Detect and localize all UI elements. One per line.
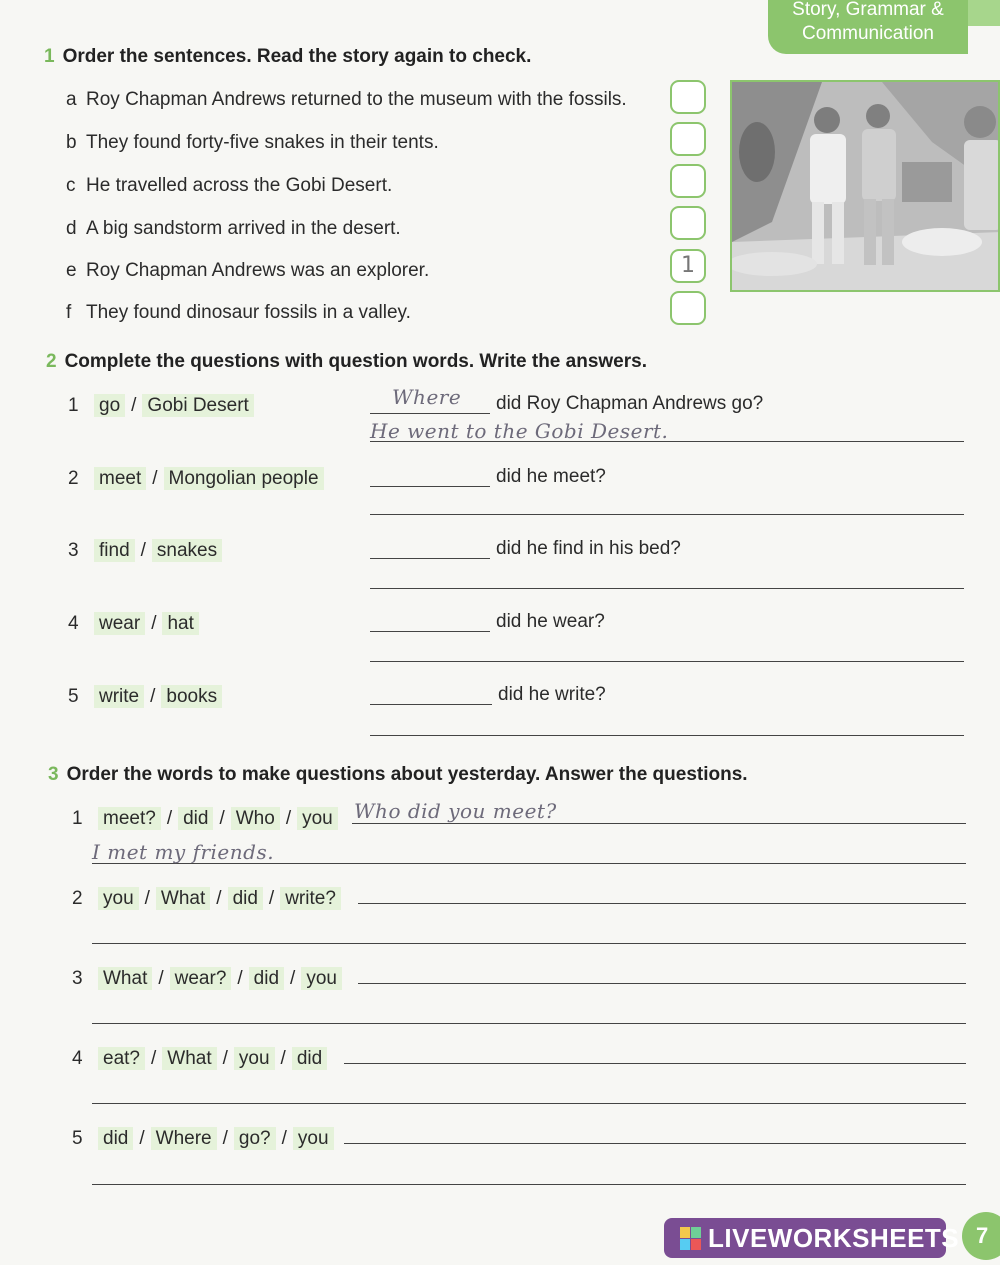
sentence-text: They found dinosaur fossils in a valley. bbox=[86, 302, 411, 323]
sentence-c bbox=[66, 175, 392, 197]
ex3-prompt-5 bbox=[72, 1128, 334, 1150]
separator: / bbox=[139, 1128, 145, 1149]
item-number: 4 bbox=[68, 613, 79, 634]
prompt-noun: Mongolian people bbox=[164, 467, 324, 490]
question-line-3[interactable] bbox=[358, 982, 966, 984]
word-chip: you bbox=[234, 1047, 275, 1070]
separator: / bbox=[150, 686, 156, 707]
word-chip: wear? bbox=[170, 967, 232, 990]
exercise-instruction: Order the words to make questions about yesterday. Answer the questions. bbox=[66, 764, 748, 785]
word-chip: What bbox=[162, 1047, 216, 1070]
ex3-prompt-1 bbox=[72, 808, 338, 830]
sentence-letter: c bbox=[66, 175, 76, 196]
sentence-text: He travelled across the Gobi Desert. bbox=[86, 175, 393, 196]
order-box-d[interactable] bbox=[670, 206, 706, 240]
answer-line-ex3-5[interactable] bbox=[92, 1183, 966, 1185]
item-number: 2 bbox=[68, 468, 79, 489]
order-box-f[interactable] bbox=[670, 291, 706, 325]
order-box-e[interactable]: 1 bbox=[670, 249, 706, 283]
word-chip: eat? bbox=[98, 1047, 145, 1070]
word-chip: Who bbox=[231, 807, 280, 830]
item-number: 1 bbox=[72, 808, 83, 829]
question-word-blank-2[interactable] bbox=[370, 462, 490, 487]
word-chip: did bbox=[178, 807, 213, 830]
order-box-c[interactable] bbox=[670, 164, 706, 198]
separator: / bbox=[166, 808, 173, 829]
answer-line-4[interactable] bbox=[370, 660, 964, 662]
separator: / bbox=[219, 808, 225, 829]
sentence-text: Roy Chapman Andrews was an explorer. bbox=[86, 260, 430, 281]
sentence-text: A big sandstorm arrived in the desert. bbox=[86, 218, 401, 239]
item-number: 1 bbox=[68, 395, 79, 416]
item-number: 3 bbox=[68, 540, 79, 561]
question-word-blank-1[interactable] bbox=[370, 385, 490, 414]
exercise-3-title bbox=[48, 764, 748, 786]
word-chip: you bbox=[301, 967, 342, 990]
exercise-1-title bbox=[44, 46, 531, 68]
sentence-e bbox=[66, 260, 429, 282]
word-chip: Where bbox=[151, 1127, 217, 1150]
word-chip: did bbox=[249, 967, 284, 990]
handwritten-answer-1: He went to the Gobi Desert. bbox=[370, 419, 669, 443]
liveworksheets-logo-icon bbox=[678, 1226, 714, 1252]
question-word-blank-5[interactable] bbox=[370, 680, 492, 705]
handwritten-question-word: Where bbox=[392, 385, 462, 409]
word-chip: meet? bbox=[98, 807, 161, 830]
sentence-a bbox=[66, 89, 627, 111]
liveworksheets-banner[interactable]: LIVEWORKSHEETS bbox=[664, 1218, 946, 1258]
separator: / bbox=[216, 888, 222, 909]
word-chip: you bbox=[297, 807, 338, 830]
prompt-noun: hat bbox=[162, 612, 198, 635]
separator: / bbox=[281, 1128, 287, 1149]
separator: / bbox=[150, 1048, 157, 1069]
sentence-letter: f bbox=[66, 302, 72, 323]
prompt-verb: go bbox=[94, 394, 125, 417]
question-text-4: did he wear? bbox=[496, 611, 605, 632]
ex2-prompt-4 bbox=[68, 613, 199, 635]
separator: / bbox=[158, 968, 164, 989]
answer-line-ex3-2[interactable] bbox=[92, 942, 966, 944]
word-chip: did bbox=[292, 1047, 327, 1070]
separator: / bbox=[152, 468, 158, 489]
word-chip: you bbox=[98, 887, 139, 910]
page-number: 7 bbox=[962, 1212, 1000, 1260]
exercise-2-title bbox=[46, 351, 647, 373]
prompt-noun: Gobi Desert bbox=[142, 394, 253, 417]
question-line-2[interactable] bbox=[358, 902, 966, 904]
sentence-d bbox=[66, 218, 401, 240]
answer-line-3[interactable] bbox=[370, 587, 964, 589]
separator: / bbox=[222, 1048, 228, 1069]
ex2-prompt-5 bbox=[68, 686, 222, 708]
item-number: 5 bbox=[68, 686, 79, 707]
prompt-noun: books bbox=[161, 685, 222, 708]
answer-line-ex3-3[interactable] bbox=[92, 1022, 966, 1024]
question-text-2: did he meet? bbox=[496, 466, 606, 487]
prompt-noun: snakes bbox=[152, 539, 222, 562]
prompt-verb: wear bbox=[94, 612, 145, 635]
separator: / bbox=[144, 888, 150, 909]
order-box-a[interactable] bbox=[670, 80, 706, 114]
separator: / bbox=[237, 968, 243, 989]
exercise-instruction: Complete the questions with question words. Write the answers. bbox=[64, 351, 647, 372]
sentence-text: Roy Chapman Andrews returned to the museum with the fossils. bbox=[86, 89, 627, 110]
prompt-verb: find bbox=[94, 539, 135, 562]
question-line-5[interactable] bbox=[344, 1142, 966, 1144]
ex3-prompt-4 bbox=[72, 1048, 327, 1070]
separator: / bbox=[280, 1048, 286, 1069]
exercise-number: 3 bbox=[48, 764, 59, 785]
explorers-tent-image bbox=[732, 82, 1000, 292]
section-tab bbox=[768, 0, 968, 54]
word-chip: did bbox=[98, 1127, 133, 1150]
word-chip: did bbox=[228, 887, 263, 910]
item-number: 5 bbox=[72, 1128, 83, 1149]
story-illustration bbox=[730, 80, 1000, 292]
separator: / bbox=[268, 888, 275, 909]
sentence-letter: b bbox=[66, 132, 77, 153]
separator: / bbox=[285, 808, 292, 829]
question-line-4[interactable] bbox=[344, 1062, 966, 1064]
sentence-b bbox=[66, 132, 439, 154]
sentence-letter: e bbox=[66, 260, 77, 281]
exercise-number: 2 bbox=[46, 351, 57, 372]
prompt-verb: write bbox=[94, 685, 144, 708]
word-chip: go? bbox=[234, 1127, 276, 1150]
section-tab-line2: Communication bbox=[802, 23, 934, 44]
question-text-3: did he find in his bed? bbox=[496, 538, 681, 559]
ex2-prompt-3 bbox=[68, 540, 222, 562]
separator: / bbox=[140, 540, 146, 561]
question-text-5: did he write? bbox=[498, 684, 606, 705]
word-chip: What bbox=[98, 967, 152, 990]
question-word-blank-4[interactable] bbox=[370, 607, 490, 632]
answer-line-5[interactable] bbox=[370, 734, 964, 736]
separator: / bbox=[222, 1128, 228, 1149]
ex3-prompt-3 bbox=[72, 968, 342, 990]
answer-line-ex3-4[interactable] bbox=[92, 1102, 966, 1104]
question-word-blank-3[interactable] bbox=[370, 534, 490, 559]
sentence-letter: a bbox=[66, 89, 77, 110]
word-chip: write? bbox=[280, 887, 341, 910]
separator: / bbox=[151, 613, 157, 634]
separator: / bbox=[290, 968, 296, 989]
exercise-instruction: Order the sentences. Read the story again to check. bbox=[62, 46, 532, 67]
ex2-prompt-2 bbox=[68, 468, 324, 490]
tab-edge bbox=[968, 0, 1000, 26]
order-box-b[interactable] bbox=[670, 122, 706, 156]
answer-line-2[interactable] bbox=[370, 513, 964, 515]
sentence-f bbox=[66, 302, 411, 324]
item-number: 3 bbox=[72, 968, 83, 989]
ex3-prompt-2 bbox=[72, 888, 341, 910]
item-number: 4 bbox=[72, 1048, 83, 1069]
sentence-text: They found forty-five snakes in their tents. bbox=[86, 132, 439, 153]
ex2-prompt-1 bbox=[68, 395, 254, 417]
separator: / bbox=[131, 395, 137, 416]
question-text-1: did Roy Chapman Andrews go? bbox=[496, 393, 764, 414]
handwritten-answer-ex3-1: I met my friends. bbox=[92, 840, 275, 864]
section-tab-line1: Story, Grammar & bbox=[792, 0, 944, 20]
word-chip: you bbox=[293, 1127, 334, 1150]
sentence-letter: d bbox=[66, 218, 77, 239]
item-number: 2 bbox=[72, 888, 83, 909]
handwritten-question-1: Who did you meet? bbox=[354, 799, 557, 823]
exercise-number: 1 bbox=[44, 46, 55, 67]
prompt-verb: meet bbox=[94, 467, 146, 490]
word-chip: What bbox=[156, 887, 210, 910]
